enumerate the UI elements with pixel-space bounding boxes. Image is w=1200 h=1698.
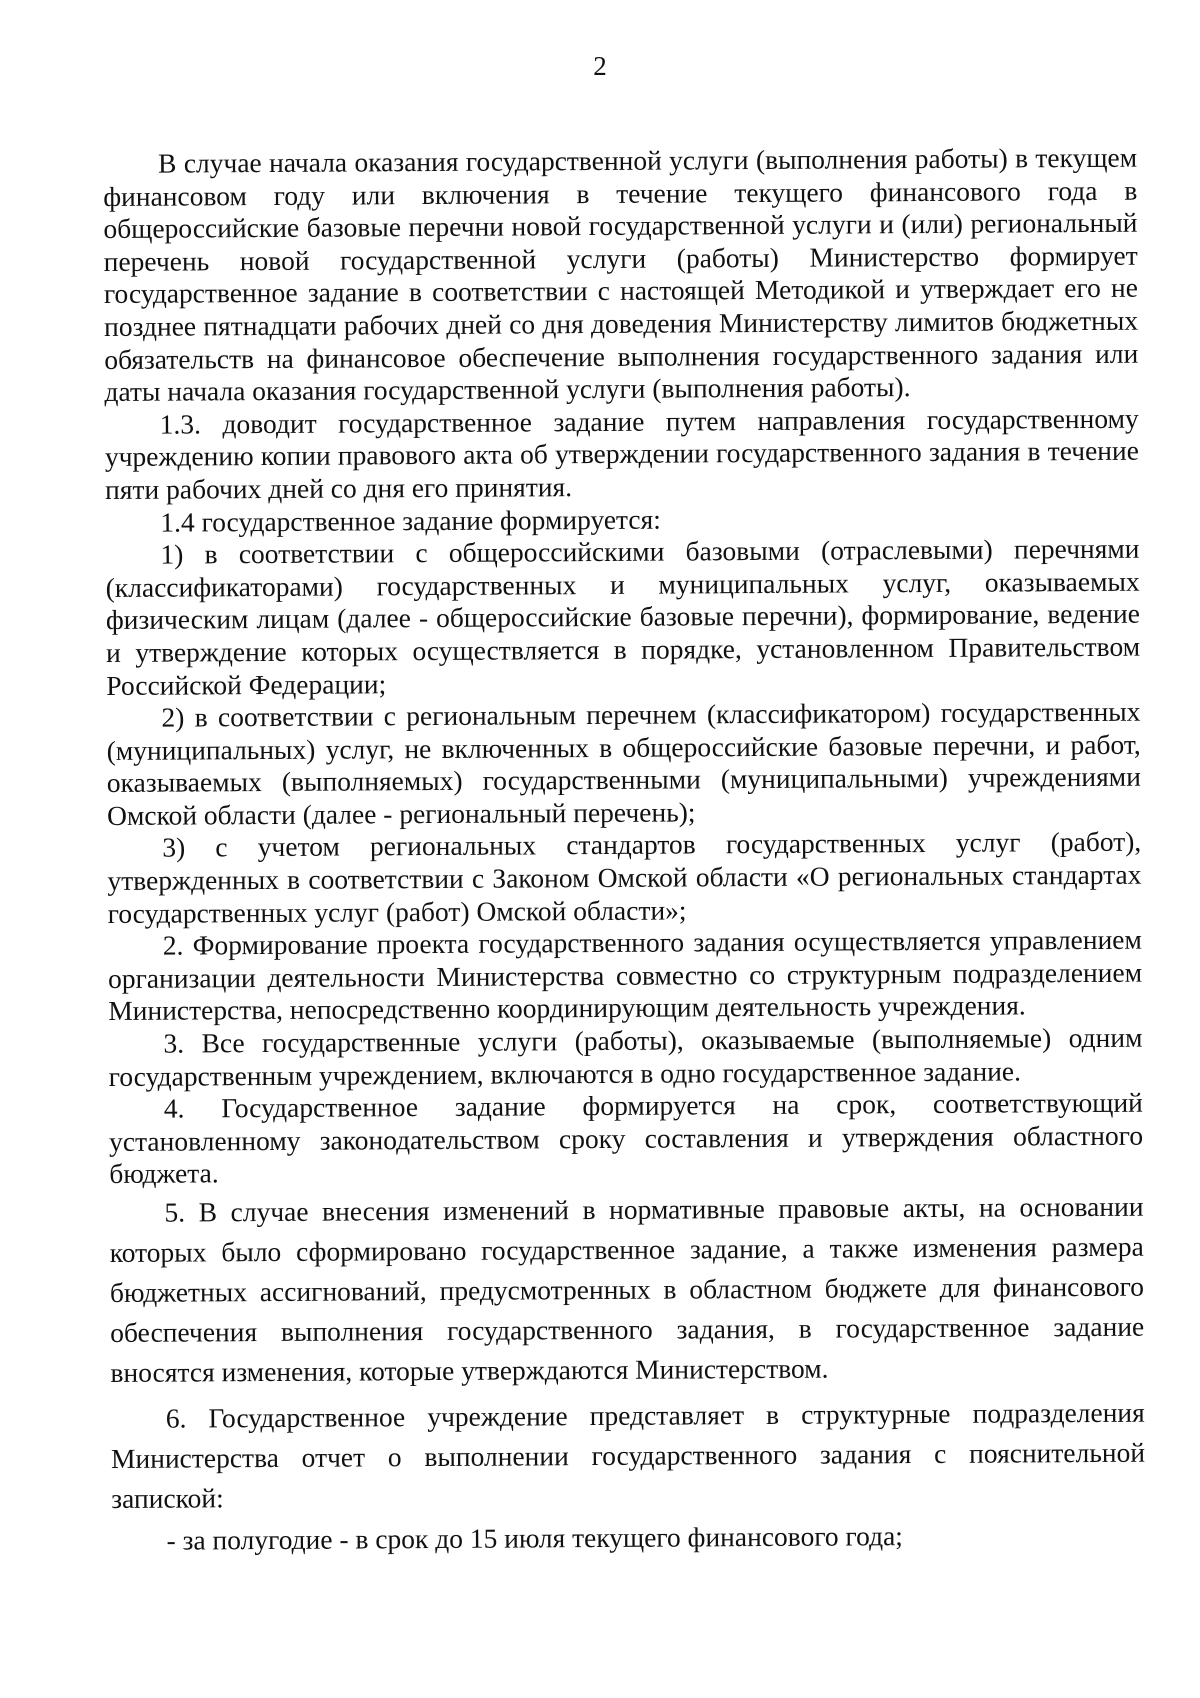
- page-number: 2: [593, 51, 607, 81]
- paragraph-3: 3. Все государственные услуги (работы), оказываемые (выполняемые) одним государственным учреждением, включаются в одно государственное задание.: [108, 1021, 1143, 1092]
- paragraph-service-start: В случае начала оказания государственной услуги (выполнения работы) в текущем финансовом году или включения в течение текущего финансового года в общероссийские базовые перечни новой государственной услуги и (или) региональный перечень новой государственной услуги (работы) Министерство формирует государственное задание в соответствии с настоящей Методикой и утверждает его не позднее пятнадцати рабочих дней со дня доведения Министерству лимитов бюджетных обязательств на финансовое обеспечение выполнения государственного задания или даты начала оказания государственной услуги (выполнения работы).: [103, 141, 1139, 408]
- paragraph-1-3: 1.3. доводит государственное задание путем направления государственному учреждению копии правового акта об утверждении государственного задания в течение пяти рабочих дней со дня его принятия.: [104, 402, 1139, 505]
- paragraph-half-year: - за полугодие - в срок до 15 июля текущего финансового года;: [166, 1520, 903, 1556]
- paragraph-6: 6. Государственное учреждение представляет в структурные подразделения Министерства отчет о выполнении государственного задания с пояснительной запиской:: [110, 1396, 1146, 1514]
- paragraph-4: 4. Государственное задание формируется на срок, соответствующий установленному законодательством сроку составления и утверждения областного бюджета.: [108, 1086, 1144, 1190]
- paragraph-item-1: 1) в соответствии с общероссийскими базовыми (отраслевыми) перечнями (классификаторами) государственных и муниципальных услуг, оказываемых физическим лицам (далее - общероссийские базовые перечни), формирование, ведение и утверждение которых осуществляется в порядке, установленном Правительством Российской Федерации;: [105, 532, 1141, 701]
- paragraph-1-4: 1.4 государственное задание формируется:: [160, 503, 661, 538]
- paragraph-item-2: 2) в соответствии с региональным перечнем (классификатором) государственных (муниципальных) услуг, не включенных в общероссийские базовые перечни, и работ, оказываемых (выполняемых) государственными (муниципальными) учреждениями Омской области (далее - региональный перечень);: [106, 695, 1141, 831]
- paragraph-item-3: 3) с учетом региональных стандартов государственных услуг (работ), утвержденных в соответствии с Законом Омской области «О региональных стандартах государственных услуг (работ) Омской области»;: [107, 826, 1142, 929]
- paragraph-2: 2. Формирование проекта государственного задания осуществляется управлением организации деятельности Министерства совместно со структурным подразделением Министерства, непосредственно координирующим деятельность учреждения.: [107, 923, 1143, 1027]
- document-body: [103, 142, 1146, 1561]
- paragraph-5: 5. В случае внесения изменений в нормативные правовые акты, на основании которых было сформировано государственное задание, а также изменения размера бюджетных ассигнований, предусмотренных в областном бюджете для финансового обеспечения выполнения государственного задания, в государственное задание вносятся изменения, которые утверждаются Министерством.: [109, 1190, 1145, 1388]
